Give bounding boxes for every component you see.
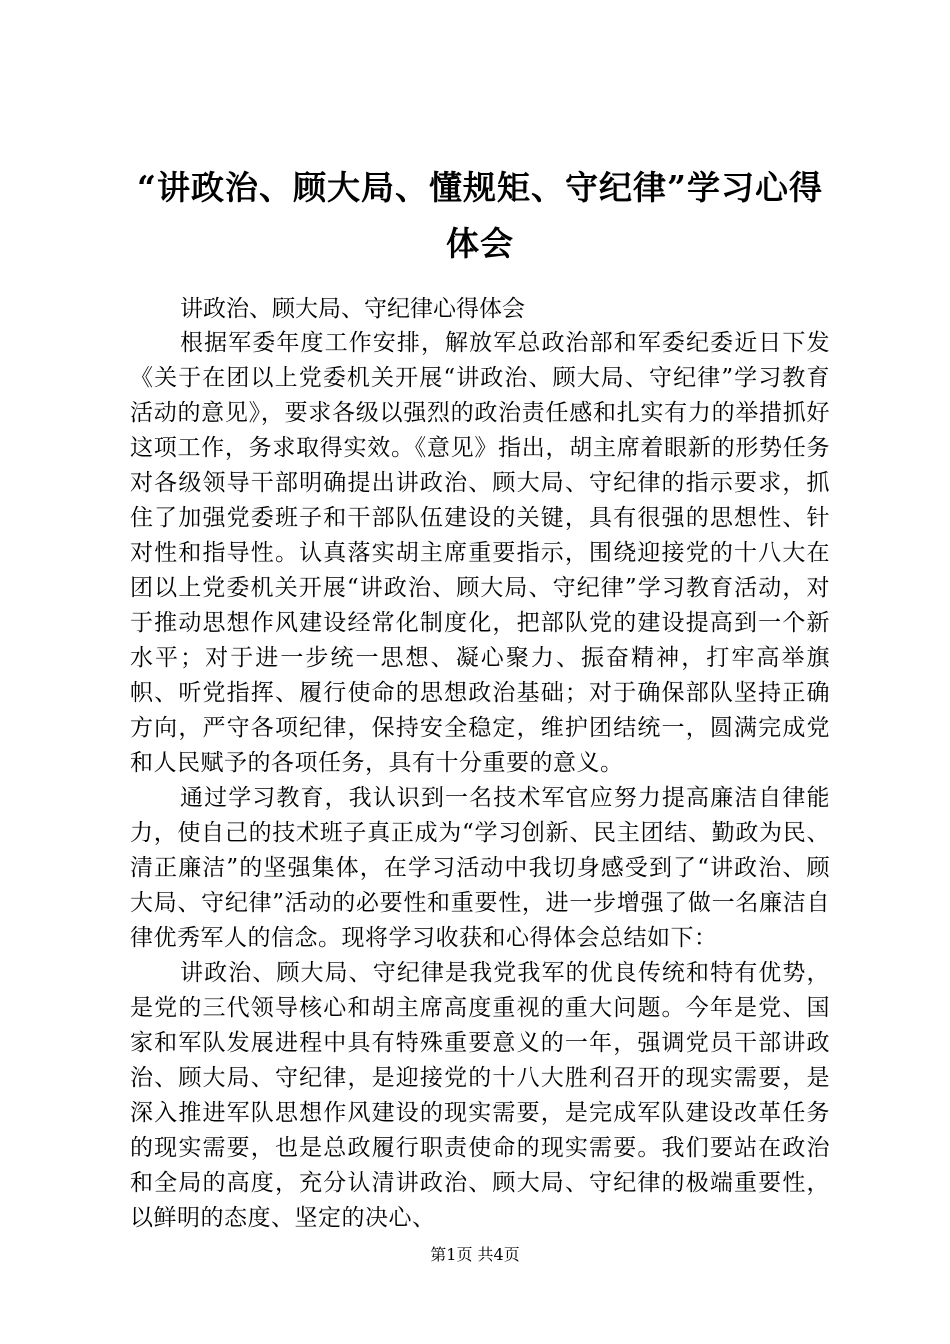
paragraph-3: 讲政治、顾大局、守纪律是我党我军的优良传统和特有优势，是党的三代领导核心和胡主席高度重视的重大问题。今年是党、国家和军队发展进程中具有特殊重要意义的一年，强调党员干部讲政治、顾大局、守纪律，是迎接党的十八大胜利召开的现实需要，是深入推进军队思想作风建设的现实需要，是完成军队建设改革任务的现实需要，也是总政履行职责使命的现实需要。我们要站在政治和全局的高度，充分认清讲政治、顾大局、守纪律的极端重要性，以鲜明的态度、坚定的决心、 (130, 960, 830, 1231)
document-title: “讲政治、顾大局、懂规矩、守纪律”学习心得体会 (137, 168, 823, 263)
page-number: 第1页 共4页 (430, 1245, 520, 1264)
document-page (130, 160, 830, 1236)
page-footer (0, 1245, 950, 1265)
document-subtitle: 讲政治、顾大局、守纪律心得体会 (180, 296, 525, 322)
paragraph-2: 通过学习教育，我认识到一名技术军官应努力提高廉洁自律能力，使自己的技术班子真正成为“学习创新、民主团结、勤政为民、清正廉洁”的坚强集体，在学习活动中我切身感受到了“讲政治、顾大局、守纪律”活动的必要性和重要性，进一步增强了做一名廉洁自律优秀军人的信念。现将学习收获和心得体会总结如下： (130, 785, 830, 951)
paragraph-1: 根据军委年度工作安排，解放军总政治部和军委纪委近日下发《关于在团以上党委机关开展“讲政治、顾大局、守纪律”学习教育活动的意见》，要求各级以强烈的政治责任感和扎实有力的举措抓好这项工作，务求取得实效。《意见》指出，胡主席着眼新的形势任务对各级领导干部明确提出讲政治、顾大局、守纪律的指示要求，抓住了加强党委班子和干部队伍建设的关键，具有很强的思想性、针对性和指导性。认真落实胡主席重要指示，围绕迎接党的十八大在团以上党委机关开展“讲政治、顾大局、守纪律”学习教育活动，对于推动思想作风建设经常化制度化，把部队党的建设提高到一个新水平；对于进一步统一思想、凝心聚力、振奋精神，打牢高举旗帜、听党指挥、履行使命的思想政治基础；对于确保部队坚持正确方向，严守各项纪律，保持安全稳定，维护团结统一，圆满完成党和人民赋予的各项任务，具有十分重要的意义。 (130, 330, 830, 776)
